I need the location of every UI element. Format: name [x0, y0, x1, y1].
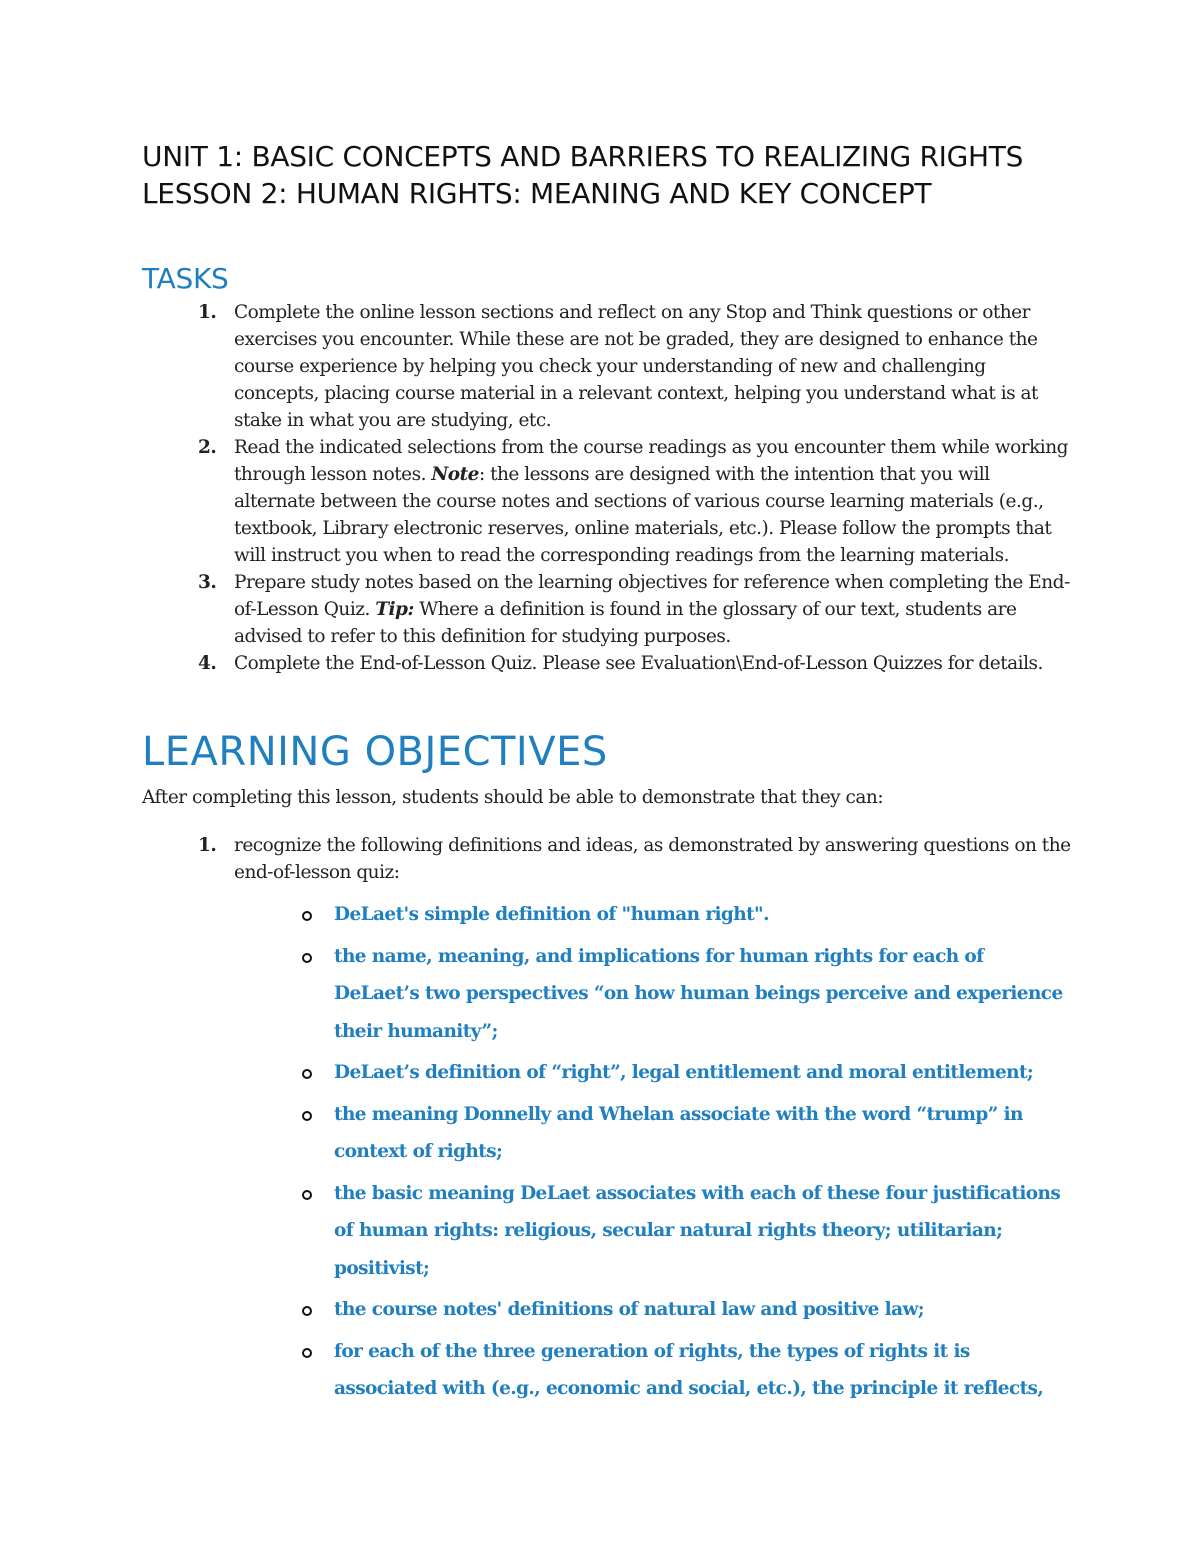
objective-text: recognize the following definitions and ideas, as demonstrated by answering questions on the end-of-lesson quiz:: [234, 835, 1071, 883]
sub-objective-item: [142, 1291, 1072, 1329]
task-text: Prepare study notes based on the learning objectives for reference when completing the End-of-Lesson Quiz.: [234, 572, 1070, 620]
task-number: 3.: [198, 572, 217, 593]
sub-objective-text: for each of the three generation of rights, the types of rights it is associated with (e.g., economic and social, etc.), the principle it reflects,: [334, 1340, 1044, 1399]
hollow-bullet-icon: [302, 1069, 312, 1079]
sub-objective-item: [142, 1054, 1072, 1092]
task-text: Complete the End-of-Lesson Quiz. Please see Evaluation\End-of-Lesson Quizzes for details.: [234, 653, 1043, 674]
note-emphasis: Note: [431, 464, 479, 485]
hollow-bullet-icon: [302, 1190, 312, 1200]
sub-objective-text: the meaning Donnelly and Whelan associate with the word “trump” in context of rights;: [334, 1103, 1023, 1162]
sub-objective-text: DeLaet's simple definition of "human right".: [334, 904, 769, 925]
sub-objective-text: the basic meaning DeLaet associates with each of these four justifications of human rights: religious, secular natural rights theory; utilitarian; positivist;: [334, 1182, 1061, 1279]
page-title: [142, 138, 1102, 212]
task-text: Read the indicated selections from the course readings as you encounter them while working through lesson notes.: [234, 437, 1068, 485]
sub-objective-item: [142, 1175, 1072, 1288]
sub-objective-text: DeLaet’s definition of “right”, legal entitlement and moral entitlement;: [334, 1062, 1034, 1083]
objective-number: 1.: [198, 835, 217, 856]
task-item: [142, 650, 1072, 677]
sub-objective-item: [142, 1333, 1072, 1408]
tasks-heading: TASKS: [142, 262, 229, 295]
hollow-bullet-icon: [302, 1348, 312, 1358]
learning-objectives-heading: LEARNING OBJECTIVES: [142, 729, 608, 775]
objective-item: [142, 832, 1072, 886]
task-number: 4.: [198, 653, 217, 674]
sub-objective-item: [142, 938, 1072, 1051]
task-item: [142, 299, 1072, 434]
lesson-title: LESSON 2: HUMAN RIGHTS: MEANING AND KEY CONCEPT: [142, 177, 932, 210]
sub-objective-item: [142, 1096, 1072, 1171]
hollow-bullet-icon: [302, 953, 312, 963]
hollow-bullet-icon: [302, 1111, 312, 1121]
sub-objective-item: [142, 896, 1072, 934]
objectives-intro: After completing this lesson, students should be able to demonstrate that they can:: [142, 787, 884, 808]
task-item: [142, 434, 1072, 569]
tasks-list: [142, 299, 1072, 677]
task-item: [142, 569, 1072, 650]
sub-objective-text: the name, meaning, and implications for human rights for each of DeLaet’s two perspectives “on how human beings perceive and experience their humanity”;: [334, 945, 1063, 1042]
task-text-continued: : the lessons are designed with the intention that you will alternate between the course notes and sections of various course learning materials (e.g., textbook, Library electronic reserves, online materials, etc.). Please follow the prompts that will instruct you when to read the corresponding readings from the learning materials.: [234, 464, 1052, 566]
task-number: 1.: [198, 302, 217, 323]
hollow-bullet-icon: [302, 1306, 312, 1316]
task-text: Complete the online lesson sections and reflect on any Stop and Think questions or other exercises you encounter. While these are not be graded, they are designed to enhance the course experience by helping you check your understanding of new and challenging concepts, placing course material in a relevant context, helping you understand what is at stake in what you are studying, etc.: [234, 302, 1038, 431]
objective-sub-list: [142, 896, 1072, 1412]
task-number: 2.: [198, 437, 217, 458]
unit-title: UNIT 1: BASIC CONCEPTS AND BARRIERS TO REALIZING RIGHTS: [142, 140, 1024, 173]
task-text-continued: Where a definition is found in the glossary of our text, students are advised to refer to this definition for studying purposes.: [234, 599, 1017, 647]
tip-emphasis: Tip:: [375, 599, 414, 620]
sub-objective-text: the course notes' definitions of natural law and positive law;: [334, 1299, 925, 1320]
hollow-bullet-icon: [302, 911, 312, 921]
